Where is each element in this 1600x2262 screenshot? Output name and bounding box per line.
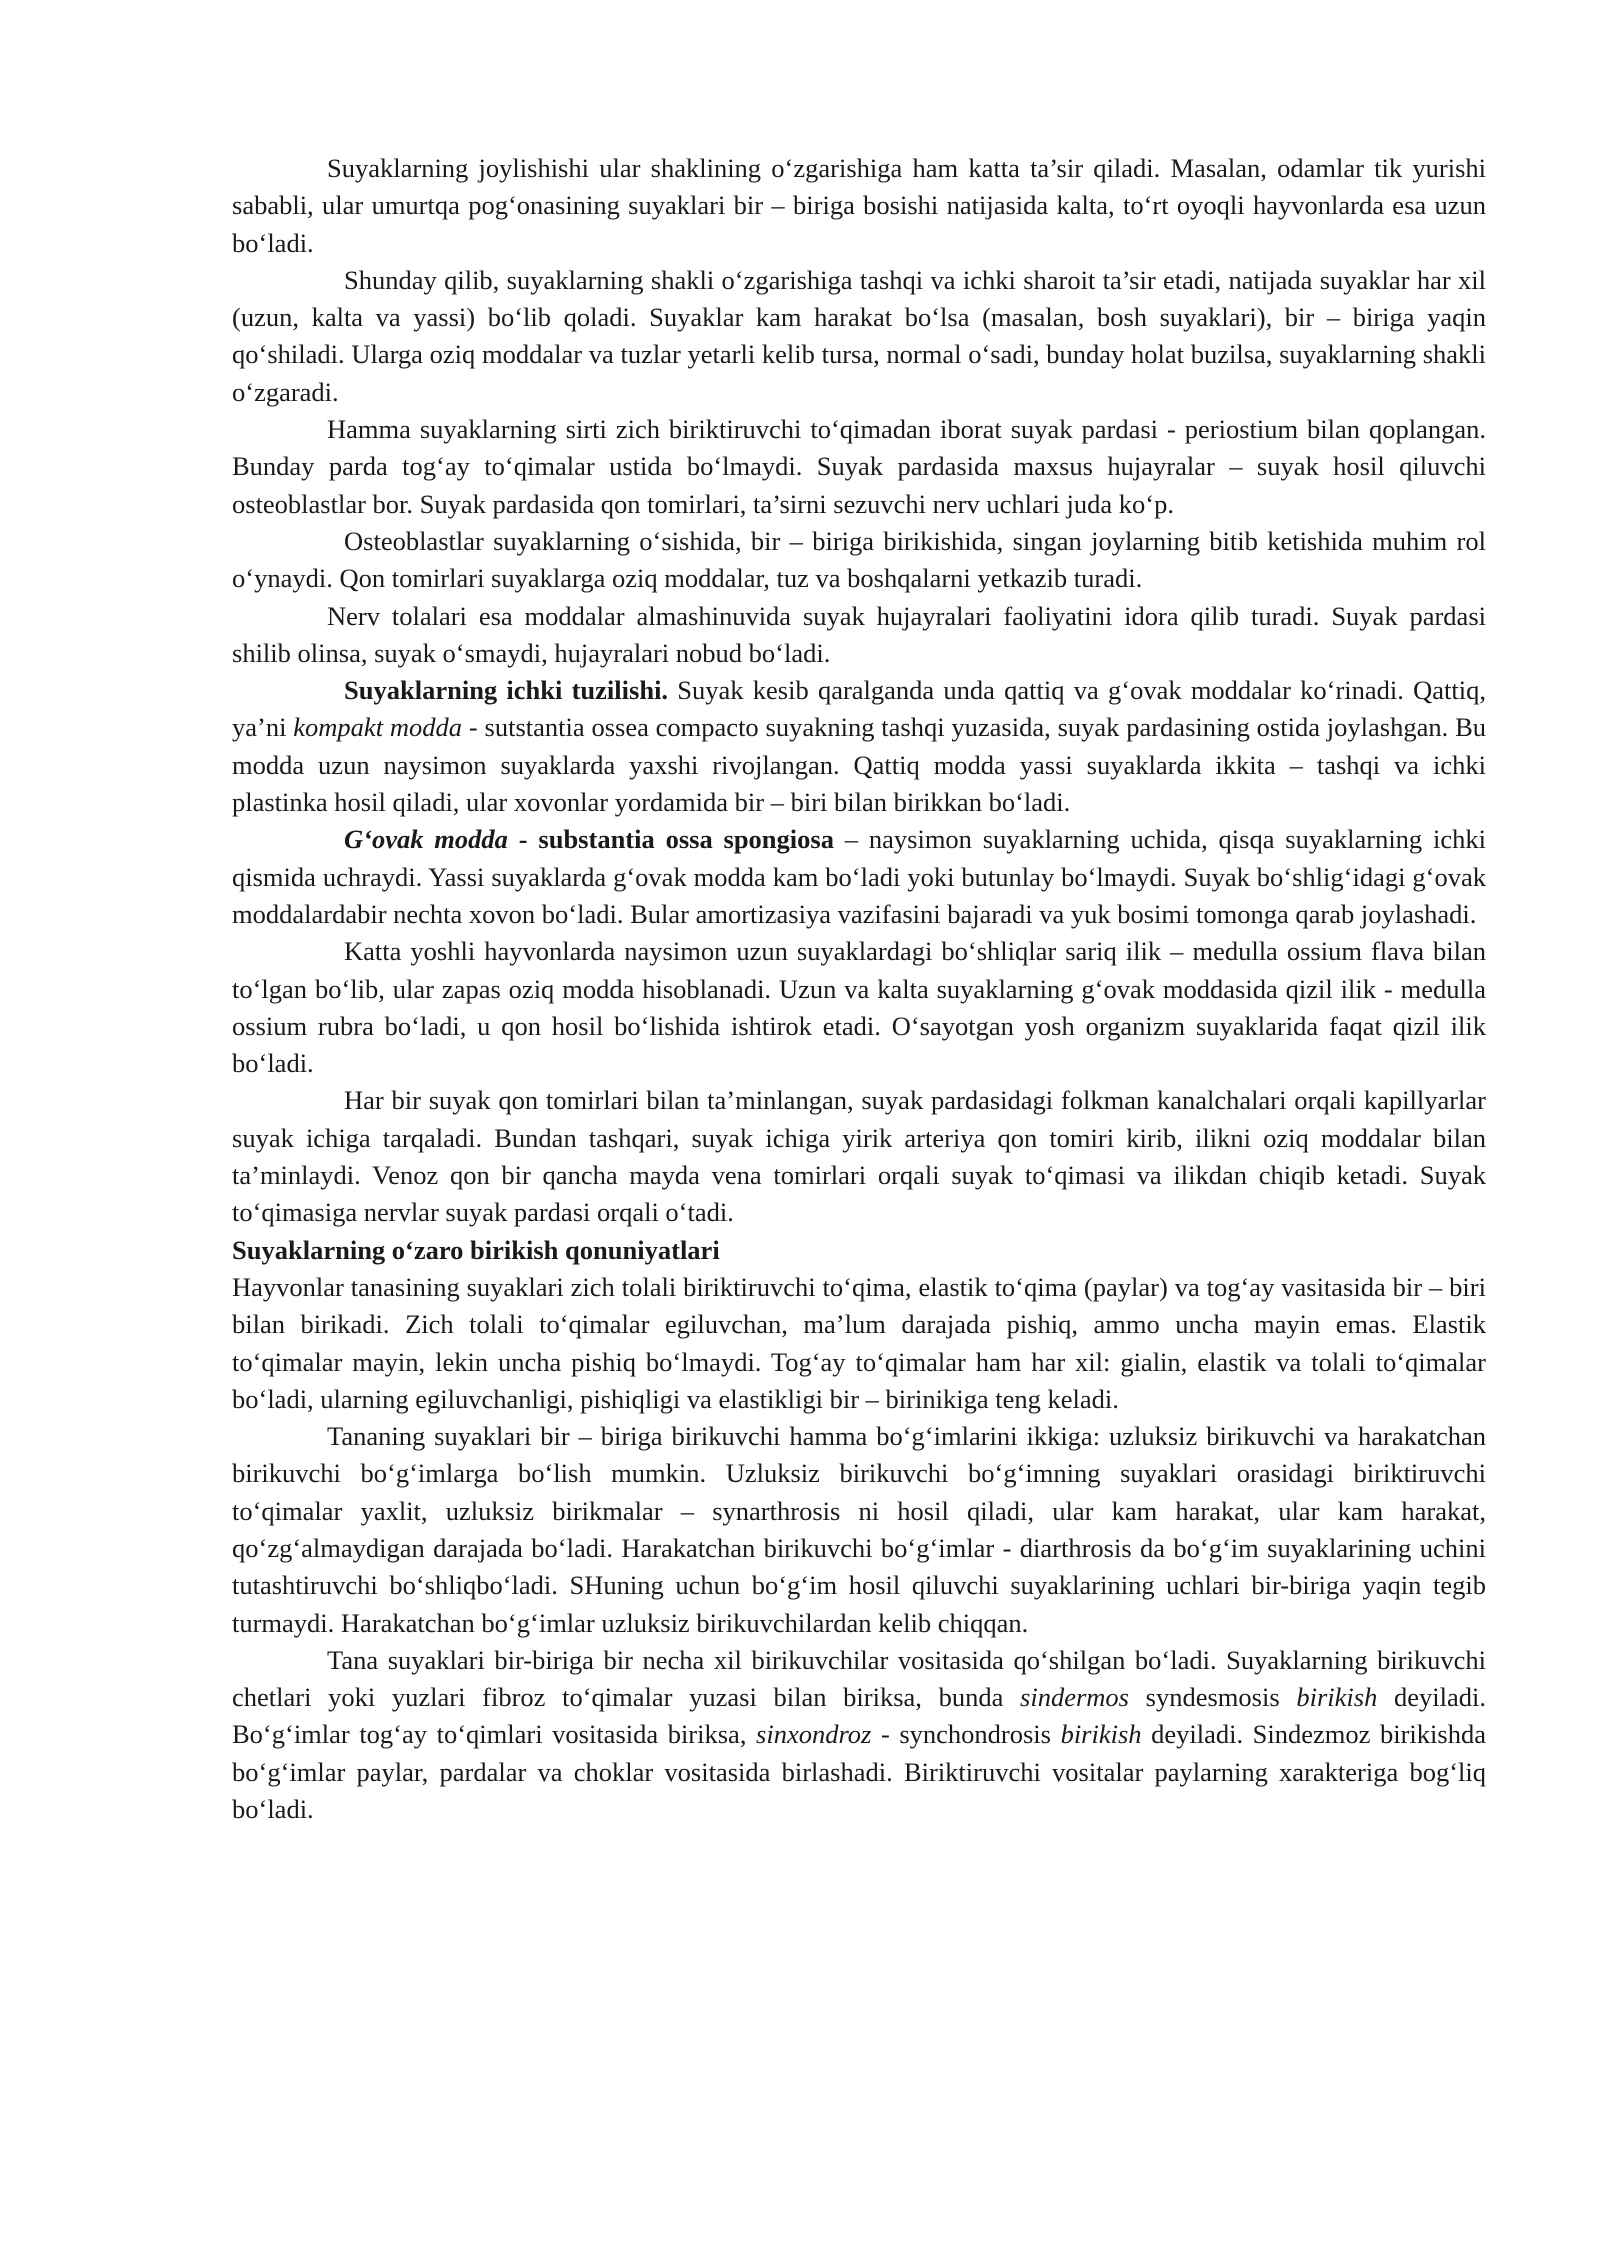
paragraph-joint-types [232,1418,1486,1642]
text-run: Har bir suyak qon tomirlari bilan ta’minlangan, suyak pardasidagi folkman kanalchalari orqali kapillyarlar suyak ichiga tarqaladi. Bundan tashqari, suyak ichiga yirik arteriya qon tomiri kirib, ilikni oziq moddalar bilan ta’minlaydi. Venoz qon bir qancha mayda vena tomirlari orqali suyak to‘qimasi va ilikdan chiqib ketadi. Suyak to‘qimasiga nervlar suyak pardasi orqali o‘tadi. [232,1085,1486,1228]
term-spongy-substance-text: G‘ovak modda [344,824,508,855]
paragraph-bone-shape [232,262,1486,411]
paragraph-blood-supply [232,1082,1486,1231]
text-run: - sutstantia ossea compacto suyakning tashqi yuzasida, suyak pardasining ostida joylashgan. Bu modda uzun naysimon suyaklarda yaxshi rivojlangan. Qattiq modda yassi suyaklarda ikkita – tashqi va ichki plastinka hosil qiladi, ular xovonlar yordamida bir – biri bilan birikkan bo‘ladi. [232,712,1486,818]
text-run: Nerv tolalari esa moddalar almashinuvida suyak hujayralari faoliyatini idora qilib turadi. Suyak pardasi shilib olinsa, suyak o‘smaydi, hujayralari nobud bo‘ladi. [232,600,1486,668]
term-compact-substance: kompakt modda [293,712,463,743]
paragraph-osteoblasts [232,523,1486,598]
paragraph-spongy-substance [232,821,1486,933]
term-birikish: birikish [1296,1682,1378,1713]
term-substantia-spongiosa: - substantia ossa spongiosa [507,824,834,855]
text-run: - synchondrosis [871,1719,1061,1750]
section-heading-joint-laws [232,1232,1486,1269]
paragraph-nerve-fibers [232,598,1486,673]
section-heading-internal-structure: Suyaklarning ichki tuzilishi. [344,675,669,706]
heading-text: Suyaklarning o‘zaro birikish qonuniyatlari [232,1234,720,1265]
term-sinxondroz: sinxondroz [756,1719,872,1750]
paragraph-bone-marrow [232,933,1486,1082]
paragraph-bone-arrangement [232,150,1486,262]
text-run: Shunday qilib, suyaklarning shakli o‘zgarishiga tashqi va ichki sharoit ta’sir etadi, natijada suyaklar har xil (uzun, kalta va yassi) bo‘lib qoladi. Suyaklar kam harakat bo‘lsa (masalan, bosh suyaklari), bir – biriga yaqin qo‘shiladi. Ularga oziq moddalar va tuzlar yetarli kelib tursa, normal o‘sadi, bunday holat buzilsa, suyaklarning shakli o‘zgaradi. [232,264,1486,407]
document-page [232,150,1486,1828]
paragraph-periosteum [232,411,1486,523]
text-run: Tana suyaklari bir-biriga bir necha xil birikuvchilar vositasida qo‘shilgan bo‘ladi. Suyaklarning birikuvchi chetlari yoki yuzlari fibroz to‘qimalar yuzasi bilan biriksa, bunda [232,1644,1486,1713]
text-run: deyiladi. Bo‘g‘imlar tog‘ay to‘qimlari vositasida biriksa, [232,1682,1486,1750]
paragraph-syndesmosis [232,1642,1486,1828]
text-run: Osteoblastlar suyaklarning o‘sishida, bir – biriga birikishida, singan joylarning bitib ketishida muhim rol o‘ynaydi. Qon tomirlari suyaklarga oziq moddalar, tuz va boshqalarni yetkazib turadi. [232,525,1486,594]
paragraph-internal-structure [232,672,1486,821]
text-run: Suyak kesib qaralganda unda qattiq va g‘ovak moddalar ko‘rinadi. Qattiq, ya’ni [232,675,1486,743]
paragraph-connective-tissues [232,1269,1486,1418]
text-run: deyiladi. Sindezmoz birikishda bo‘g‘imlar paylar, pardalar va choklar vositasida birlashadi. Biriktiruvchi vositalar paylarning xarakteriga bog‘liq bo‘ladi. [232,1719,1486,1825]
text-run: Tananing suyaklari bir – biriga birikuvchi hamma bo‘g‘imlarini ikkiga: uzluksiz birikuvchi va harakatchan birikuvchi bo‘g‘imlarga bo‘lish mumkin. Uzluksiz birikuvchi bo‘g‘imning suyaklari orasidagi biriktiruvchi to‘qimalar yaxlit, uzluksiz birikmalar – synarthrosis ni hosil qiladi, ular kam harakat, ular kam harakat, qo‘zg‘almaydigan darajada bo‘ladi. Harakatchan birikuvchi bo‘g‘imlar - diarthrosis da bo‘g‘im suyaklarining uchini tutashtiruvchi bo‘shliqbo‘ladi. SHuning uchun bo‘g‘im hosil qiluvchi suyaklarining uchlari bir-biriga yaqin tegib turmaydi. Harakatchan bo‘g‘imlar uzluksiz birikuvchilardan kelib chiqqan. [232,1421,1486,1638]
text-run: Hamma suyaklarning sirti zich biriktiruvchi to‘qimadan iborat suyak pardasi - periostium bilan qoplangan. Bunday parda tog‘ay to‘qimalar ustida bo‘lmaydi. Suyak pardasida maxsus hujayralar – suyak hosil qiluvchi osteoblastlar bor. Suyak pardasida qon tomirlari, ta’sirni sezuvchi nerv uchlari juda ko‘p. [232,414,1486,519]
text-run: Suyaklarning joylishishi ular shaklining o‘zgarishiga ham katta ta’sir qiladi. Masalan, odamlar tik yurishi sababli, ular umurtqa pog‘onasining suyaklari bir – biriga bosishi natijasida kalta, to‘rt oyoqli hayvonlarda esa uzun bo‘ladi. [232,153,1486,258]
text-run: syndesmosis [1129,1682,1297,1713]
term-spongy-substance [344,824,508,854]
term-birikish: birikish [1060,1719,1142,1750]
text-run: Hayvonlar tanasining suyaklari zich tolali biriktiruvchi to‘qima, elastik to‘qima (paylar) va tog‘ay vasitasida bir – biri bilan birikadi. Zich tolali to‘qimalar egiluvchan, ma’lum darajada pishiq, ammo uncha mayin emas. Elastik to‘qimalar mayin, lekin uncha pishiq bo‘lmaydi. Tog‘ay to‘qimalar ham har xil: gialin, elastik va tolali to‘qimalar bo‘ladi, ularning egiluvchanligi, pishiqligi va elastikligi bir – birinikiga teng keladi. [232,1271,1486,1414]
text-run: Katta yoshli hayvonlarda naysimon uzun suyaklardagi bo‘shliqlar sariq ilik – medulla ossium flava bilan to‘lgan bo‘lib, ular zapas oziq modda hisoblanadi. Uzun va kalta suyaklarning g‘ovak moddasida qizil ilik - medulla ossium rubra bo‘ladi, u qon hosil bo‘lishida ishtirok etadi. O‘sayotgan yosh organizm suyaklarida faqat qizil ilik bo‘ladi. [232,936,1486,1079]
term-sindermos: sindermos [1020,1682,1129,1713]
text-run: – naysimon suyaklarning uchida, qisqa suyaklarning ichki qismida uchraydi. Yassi suyaklarda g‘ovak modda kam bo‘ladi yoki butunlay bo‘lmaydi. Suyak bo‘shlig‘idagi g‘ovak moddalardabir nechta xovon bo‘ladi. Bular amortizasiya vazifasini bajaradi va yuk bosimi tomonga qarab joylashadi. [232,824,1486,929]
